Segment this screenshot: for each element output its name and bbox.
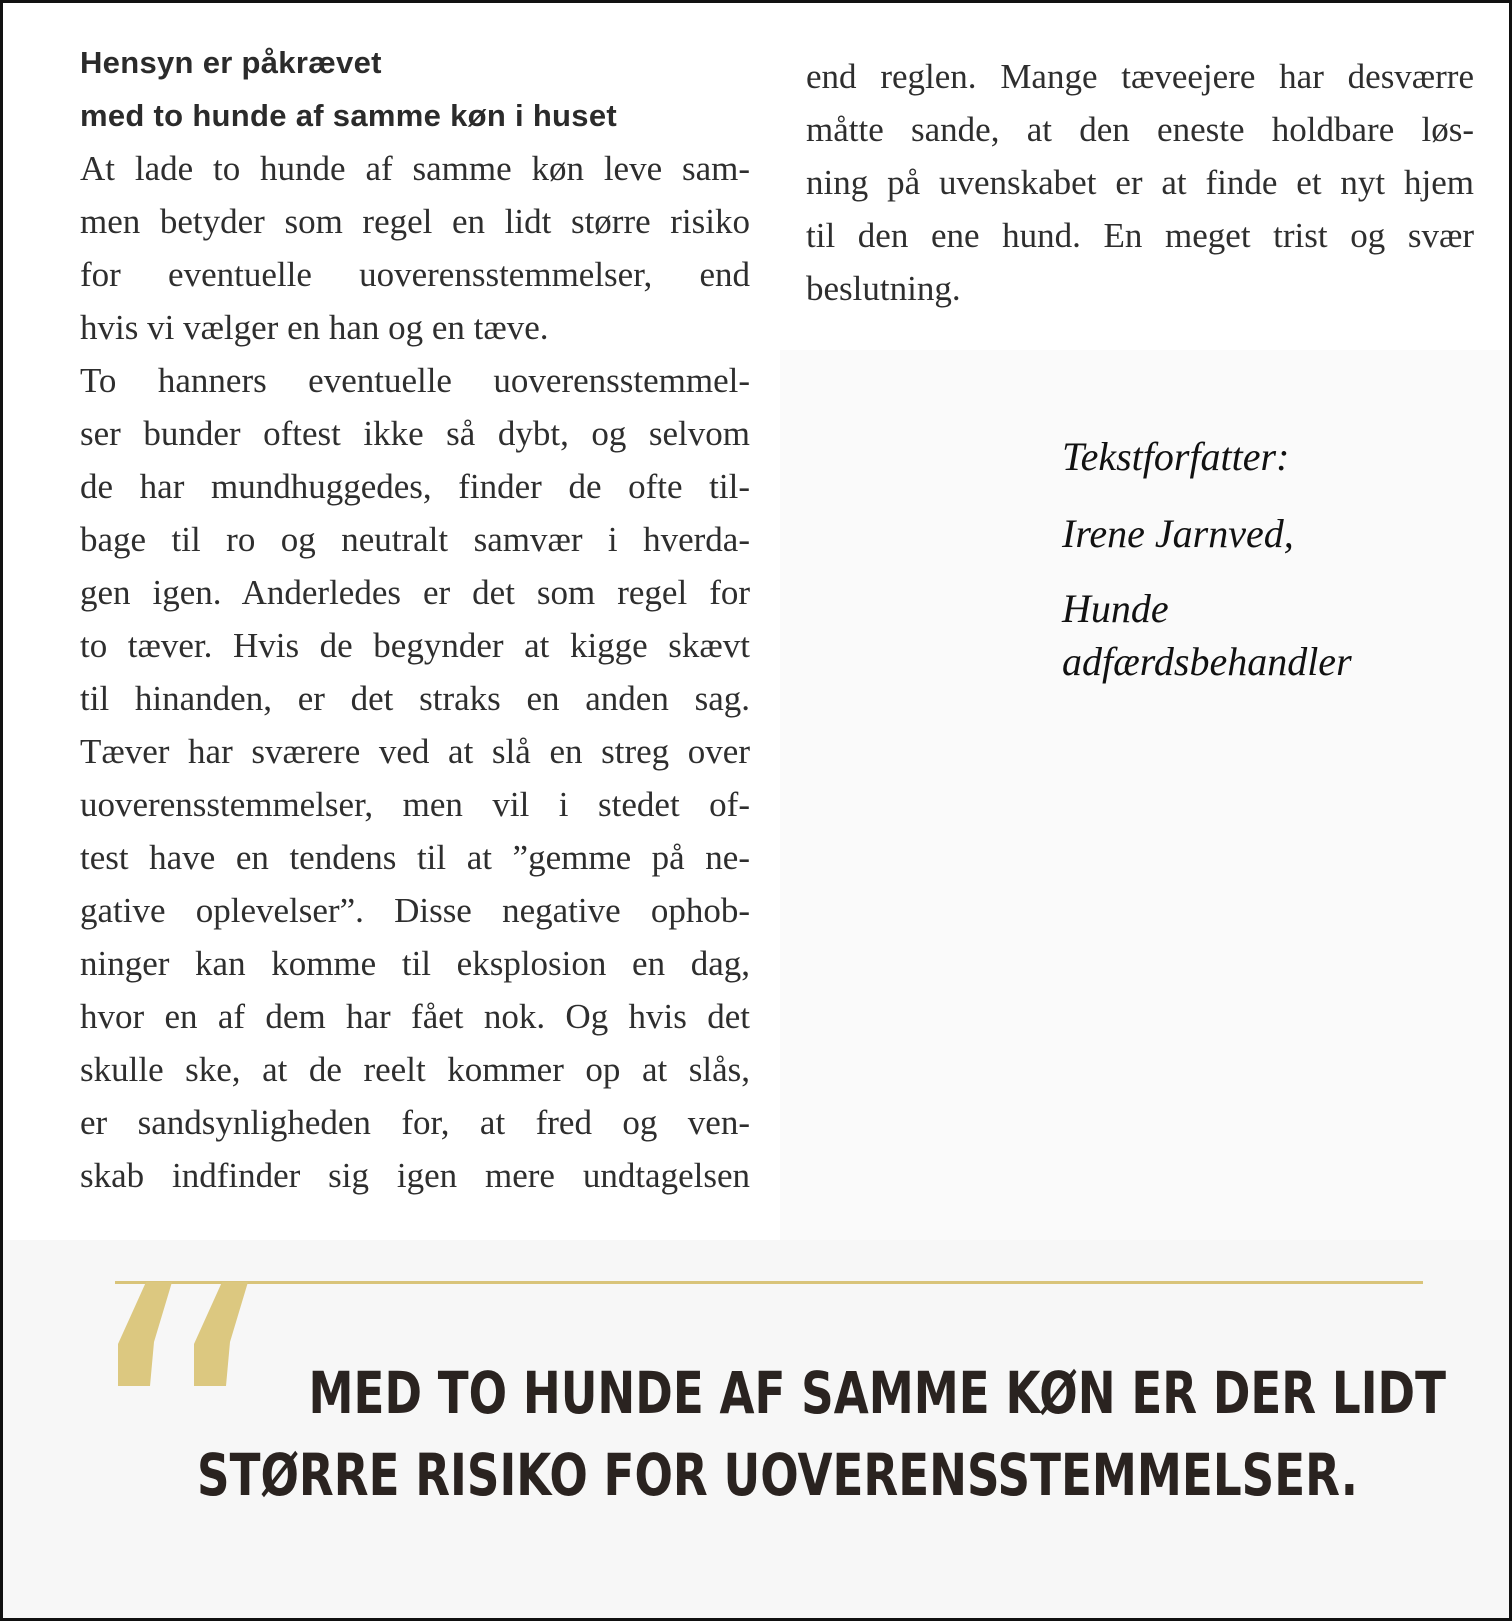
left-body-text (80, 142, 750, 1202)
body-line: til den ene hund. En meget trist og svær (806, 216, 1474, 255)
right-body-text (806, 50, 1474, 315)
body-line: to tæver. Hvis de begynder at kigge skævt (80, 626, 750, 665)
pull-quote-line-1: MED TO HUNDE AF SAMME KØN ER DER LIDT (308, 1359, 1446, 1427)
body-line: men betyder som regel en lidt større risiko (80, 202, 750, 241)
byline-label: Tekstforfatter: (1062, 434, 1290, 479)
body-line: To hanners eventuelle uoverensstemmel- (80, 361, 750, 400)
right-column (806, 50, 1474, 315)
byline-role-line-1: Hunde (1062, 586, 1169, 631)
body-line: de har mundhuggedes, finder de ofte til- (80, 467, 750, 506)
body-line: hvis vi vælger en han og en tæve. (80, 308, 549, 347)
body-line: At lade to hunde af samme køn leve sam- (80, 149, 750, 188)
body-line: bage til ro og neutralt samvær i hverda- (80, 520, 750, 559)
body-line: ning på uvenskabet er at finde et nyt hjem (806, 163, 1474, 202)
left-column (80, 36, 750, 1202)
body-line: Tæver har sværere ved at slå en streg over (80, 732, 750, 771)
byline-name: Irene Jarnved, (1062, 511, 1294, 556)
byline-role-line-2: adfærdsbehandler (1062, 639, 1352, 684)
body-line: gen igen. Anderledes er det som regel for (80, 573, 750, 612)
body-line: end reglen. Mange tæveejere har desværre (806, 57, 1474, 96)
heading-line-1: Hensyn er påkrævet (80, 45, 382, 80)
body-line: uoverensstemmelser, men vil i stedet of- (80, 785, 750, 824)
body-line: skab indfinder sig igen mere undtagelsen (80, 1156, 750, 1195)
body-line: test have en tendens til at ”gemme på ne- (80, 838, 750, 877)
pull-quote-line-2: STØRRE RISIKO FOR UOVERENSSTEMMELSER. (197, 1441, 1359, 1509)
section-heading (80, 36, 750, 142)
pull-quote (197, 1352, 1446, 1516)
author-byline (1062, 418, 1482, 688)
body-line: beslutning. (806, 269, 961, 308)
body-line: ninger kan komme til eksplosion en dag, (80, 944, 750, 983)
body-line: skulle ske, at de reelt kommer op at slås, (80, 1050, 750, 1089)
body-line: er sandsynligheden for, at fred og ven- (80, 1103, 750, 1142)
body-line: til hinanden, er det straks en anden sag. (80, 679, 750, 718)
body-line: måtte sande, at den eneste holdbare løs- (806, 110, 1474, 149)
body-line: for eventuelle uoverensstemmelser, end (80, 255, 750, 294)
body-line: hvor en af dem har fået nok. Og hvis det (80, 997, 750, 1036)
byline-role (1062, 582, 1482, 688)
quote-mark-left (118, 1282, 172, 1386)
heading-line-2: med to hunde af samme køn i huset (80, 98, 617, 133)
body-line: ser bunder oftest ikke så dybt, og selvom (80, 414, 750, 453)
body-line: gative oplevelser”. Disse negative ophob- (80, 891, 750, 930)
pullquote-rule (115, 1281, 1423, 1284)
